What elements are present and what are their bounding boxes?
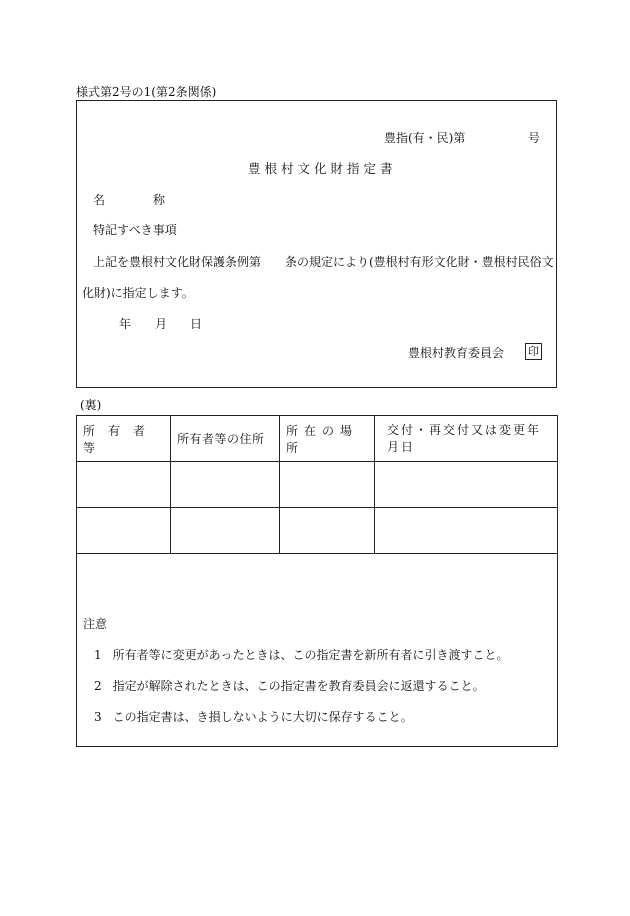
- table-row: [77, 508, 558, 554]
- date-month-label: 月: [155, 317, 168, 331]
- seal-mark: 印: [525, 343, 542, 360]
- table-cell: [280, 508, 375, 554]
- table-cell: [171, 462, 280, 508]
- column-header-issue-date: 交付・再交付又は変更年月日: [375, 416, 558, 462]
- table-cell: [77, 508, 171, 554]
- note-item-2: 2 指定が解除されたときは、この指定書を教育委員会に返還すること。: [94, 679, 485, 693]
- notes-row: [77, 554, 558, 747]
- issuer-name: 豊根村教育委員会: [408, 346, 505, 360]
- designation-number-suffix: 号: [528, 131, 541, 145]
- special-notes-label: 特記すべき事項: [93, 223, 177, 237]
- date-day-label: 日: [190, 317, 203, 331]
- certificate-title: 豊根村文化財指定書: [248, 161, 397, 176]
- note-item-1: 1 所有者等に変更があったときは、この指定書を新所有者に引き渡すこと。: [94, 648, 509, 662]
- table-cell: [77, 462, 171, 508]
- column-header-owner-address: 所有者等の住所: [171, 416, 280, 462]
- table-header-row: [77, 416, 558, 462]
- ownership-table: [76, 415, 558, 747]
- body-text-part1: 上記を豊根村文化財保護条例第: [93, 255, 262, 269]
- table-row: [77, 462, 558, 508]
- table-cell: [280, 462, 375, 508]
- table-cell: [375, 462, 558, 508]
- table-cell: [171, 508, 280, 554]
- reverse-side-label: (裏): [80, 398, 102, 412]
- body-text-part2: 条の規定により(豊根村有形文化財・豊根村民俗文: [285, 255, 554, 269]
- column-header-owner: 所 有 者 等: [77, 416, 171, 462]
- designation-number-prefix: 豊指(有・民)第: [384, 131, 466, 145]
- date-year-label: 年: [119, 317, 132, 331]
- note-item-3: 3 この指定書は、き損しないように大切に保存すること。: [94, 710, 413, 724]
- form-number-label: 様式第2号の1(第2条関係): [76, 85, 217, 99]
- body-text-line2: 化財)に指定します。: [82, 286, 194, 300]
- column-header-location: 所在の場所: [280, 416, 375, 462]
- table-cell: [375, 508, 558, 554]
- notes-heading: 注意: [83, 617, 108, 631]
- name-label: 名 称: [93, 193, 166, 207]
- notes-cell: [77, 554, 558, 747]
